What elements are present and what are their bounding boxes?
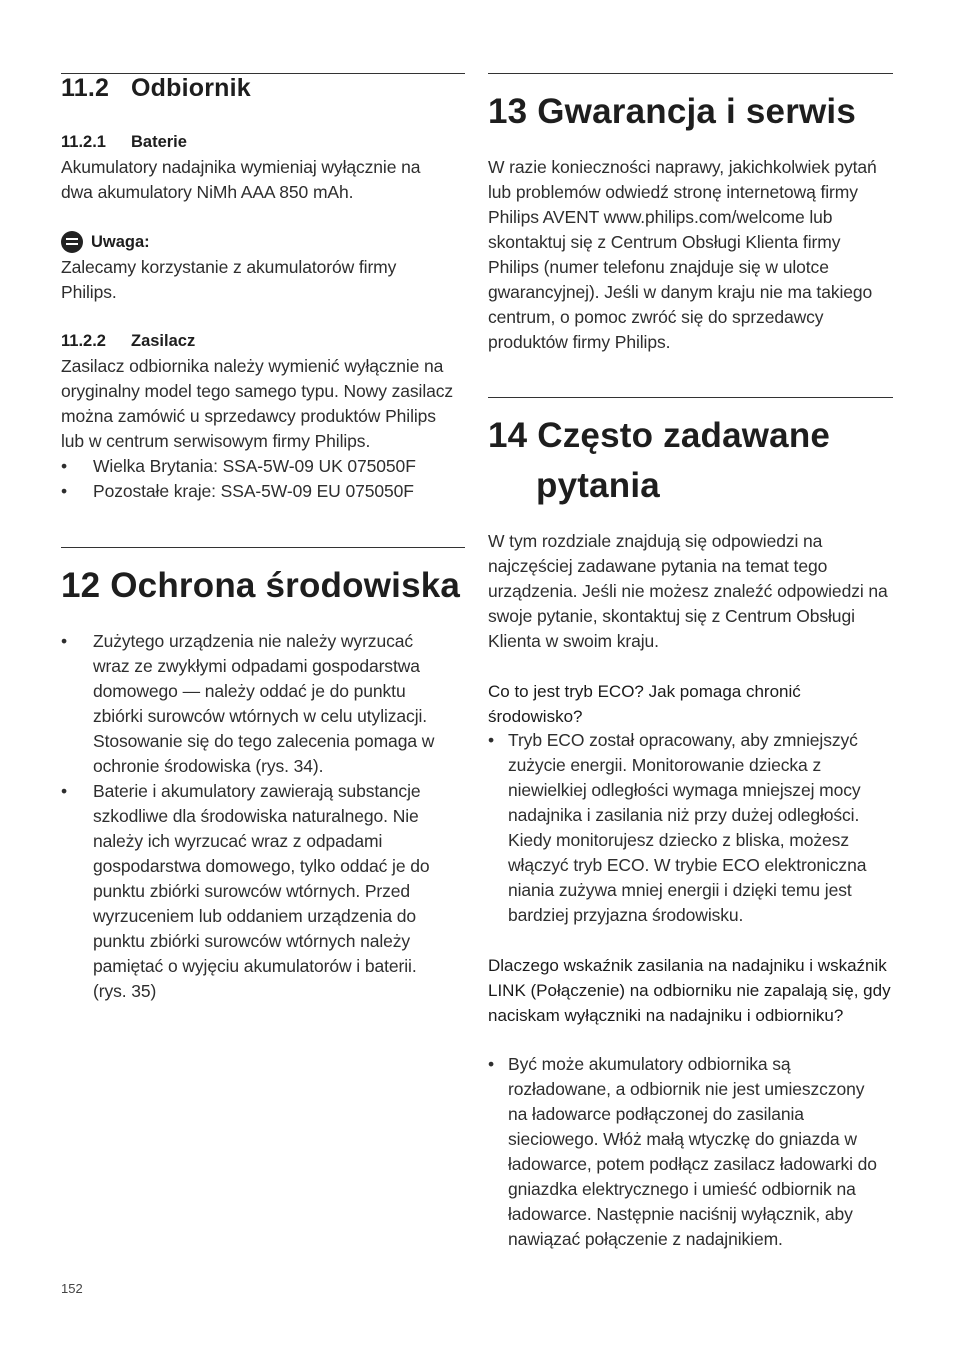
heading-11-2-2 bbox=[61, 332, 195, 351]
list-item bbox=[61, 779, 443, 1004]
section-rule-12 bbox=[61, 547, 465, 548]
bullet: • bbox=[61, 631, 68, 651]
heading-11-2-1 bbox=[61, 133, 187, 152]
heading-title: Odbiornik bbox=[131, 74, 251, 102]
note-paragraph: Zalecamy korzystanie z akumulatorów firmy Philips. bbox=[61, 257, 397, 302]
heading-number: 11.2.2 bbox=[61, 332, 106, 350]
list-item-text: Baterie i akumulatory zawierają substancje szkodliwe dla środowiska naturalnego. Nie należy ich wyrzucać wraz z odpadami gospodarstwa domowego, tylko oddać je do punktu zbiórki surowców wtórnych. Przed wyrzuceniem lub oddaniem urządzenia do punktu zbiórki surowców wtórnych należy pamiętać o wyjęciu akumulatorów i baterii. (rys. 35) bbox=[93, 781, 430, 1001]
heading-13: 13 Gwarancja i serwis bbox=[488, 92, 857, 131]
heading-number: 11.2 bbox=[61, 74, 110, 102]
note-label: Uwaga: bbox=[91, 232, 150, 251]
list-item bbox=[61, 454, 465, 479]
list-item bbox=[61, 629, 453, 779]
bullet: • bbox=[61, 781, 68, 801]
list-item-text: Tryb ECO został opracowany, aby zmniejszyć zużycie energii. Monitorowanie dziecka z niewielkiej odległości wymaga mniejszej mocy nadajnika i zasilania niż przy dużej odległości. Kiedy monitorujesz dziecko z bliska, możesz włączyć tryb ECO. W trybie ECO elektroniczna niania zużywa mniej energii i dzięki temu jest bardziej przyjazna środowisku. bbox=[508, 730, 867, 925]
list-item bbox=[488, 1052, 888, 1252]
bullet: • bbox=[488, 730, 495, 750]
page-number: 152 bbox=[61, 1281, 83, 1296]
list-item-text: Wielka Brytania: SSA-5W-09 UK 075050F bbox=[93, 456, 416, 476]
list-item bbox=[488, 728, 893, 928]
batteries-paragraph: Akumulatory nadajnika wymieniaj wyłącznie na dwa akumulatory NiMh AAA 850 mAh. bbox=[61, 157, 421, 202]
adapter-model-list bbox=[61, 454, 465, 504]
environment-list bbox=[61, 629, 465, 1004]
heading-title: Zasilacz bbox=[131, 332, 196, 350]
heading-12: 12 Ochrona środowiska bbox=[61, 566, 461, 605]
note-icon bbox=[61, 231, 83, 253]
list-item-text: Zużytego urządzenia nie należy wyrzucać wraz ze zwykłymi odpadami gospodarstwa domowego — należy oddać je do punktu zbiórki surowców wtórnych w celu utylizacji. Stosowanie się do tego zalecenia pomaga w ochronie środowiska (rys. 34). bbox=[93, 631, 435, 776]
power-adapter-paragraph: Zasilacz odbiornika należy wymienić wyłącznie na oryginalny model tego samego typu. Nowy zasilacz można zamówić u sprzedawcy produktów Philips lub w centrum serwisowym firmy Philips. bbox=[61, 356, 454, 451]
bullet: • bbox=[61, 481, 68, 501]
bullet: • bbox=[488, 1054, 495, 1074]
list-item-text: Być może akumulatory odbiornika są rozładowane, a odbiornik nie jest umieszczony na ładowarce podłączonej do zasilania sieciowego. Włóż małą wtyczkę do gniazda w ładowarce, potem podłącz zasilacz ładowarki do gniazdka elektrycznego i umieść odbiornik na ładowarce. Następnie naciśnij wyłącznik, aby nawiązać połączenie z nadajnikiem. bbox=[508, 1054, 877, 1249]
section-rule-14 bbox=[488, 397, 893, 398]
list-item bbox=[61, 479, 465, 504]
list-item-text: Pozostałe kraje: SSA-5W-09 EU 075050F bbox=[93, 481, 414, 501]
faq-question-eco: Co to jest tryb ECO? Jak pomaga chronić środowisko? bbox=[488, 682, 801, 726]
heading-line-2: pytania bbox=[536, 466, 660, 505]
heading-14 bbox=[488, 411, 893, 511]
warranty-paragraph: W razie konieczności naprawy, jakichkolwiek pytań lub problemów odwiedź stronę internetową firmy Philips AVENT www.philips.com/welcome lub skontaktuj się z Centrum Obsługi Klienta firmy Philips (numer telefonu znajduje się w ulotce gwarancyjnej). Jeśli w danym kraju nie ma takiego centrum, o pomoc zwróć się do sprzedawcy produktów firmy Philips. bbox=[488, 157, 877, 352]
note-heading bbox=[61, 231, 150, 253]
faq-answer-power-indicator bbox=[488, 1052, 888, 1252]
heading-line-1: 14 Często zadawane bbox=[488, 416, 831, 455]
faq-question-power-indicator: Dlaczego wskaźnik zasilania na nadajniku i wskaźnik LINK (Połączenie) na odbiorniku nie zapalają się, gdy naciskam wyłączniki na nadajniku i odbiorniku? bbox=[488, 956, 891, 1025]
section-rule-13 bbox=[488, 73, 893, 74]
bullet: • bbox=[61, 456, 68, 476]
heading-11-2 bbox=[61, 74, 251, 103]
heading-title: Baterie bbox=[131, 133, 187, 151]
faq-answer-eco bbox=[488, 728, 893, 928]
heading-number: 11.2.1 bbox=[61, 133, 106, 151]
faq-intro-paragraph: W tym rozdziale znajdują się odpowiedzi na najczęściej zadawane pytania na temat tego urządzenia. Jeśli nie możesz znaleźć odpowiedzi na swoje pytanie, skontaktuj się z Centrum Obsługi Klienta w swoim kraju. bbox=[488, 531, 888, 651]
